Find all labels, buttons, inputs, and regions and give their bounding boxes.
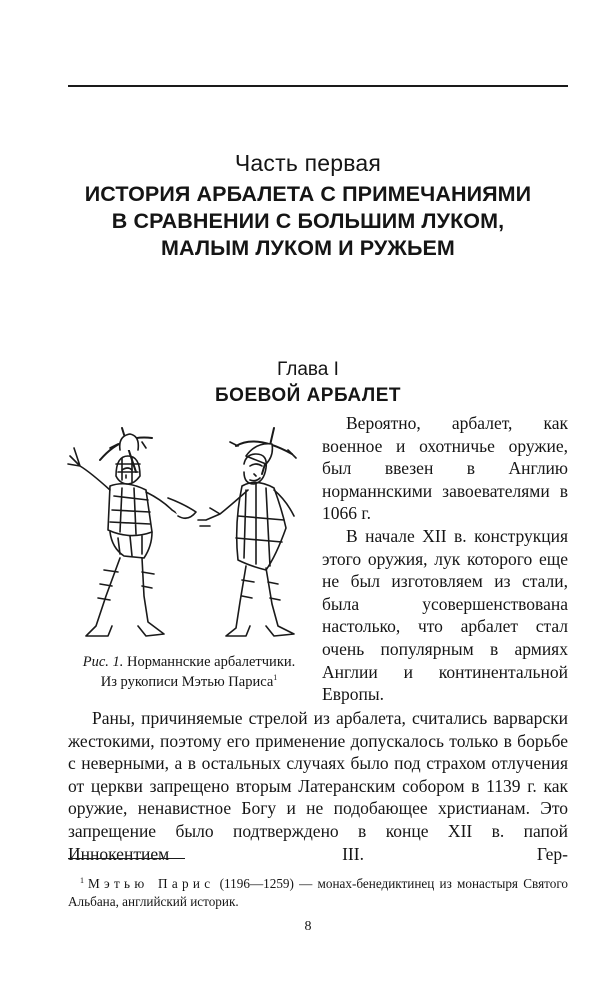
top-rule: [68, 85, 568, 87]
book-title: [40, 181, 576, 262]
caption-figure-label: Рис. 1.: [82, 654, 124, 670]
footnote: [68, 872, 568, 911]
footnote-rule: [68, 858, 185, 859]
side-text-column: [322, 412, 568, 706]
chapter-label: Глава I: [277, 359, 339, 380]
caption-text: Норманнские арбалетчики.: [127, 654, 296, 670]
book-title-line: В СРАВНЕНИИ С БОЛЬШИМ ЛУКОМ,: [111, 209, 505, 233]
crossbowmen-illustration: [60, 420, 318, 648]
right-crossbowman: [198, 428, 296, 636]
paragraph: Раны, причиняемые стрелой из арбалета, считались варварски жестокими, поэтому его применение допускалось только в борьбе с неверными, а в остальных случаях было под страхом отлучения от церкви запрещено вторым Латеранским собором в 1139 г. как оружие, ненавистное Богу и не подобающее христианам. Это запрещение было подтверждено в конце XII в. папой Иннокентием III. Гер-: [68, 708, 568, 864]
part-title: Часть первая: [234, 150, 382, 176]
chapter-title: БОЕВОЙ АРБАЛЕТ: [215, 385, 401, 406]
footnote-name: Мэтью Парис: [88, 876, 215, 891]
figure-caption: [58, 652, 320, 692]
caption-line-2: Из рукописи Мэтью Париса$^1$: [100, 673, 278, 690]
paragraph: В начале XII в. конструкция этого оружия, лук которого еще не был изготовляем из стали, была усовершенствована настолько, что арбалет стал очень популярным в армиях Англии и континентальной Европы.: [322, 525, 568, 705]
caption-line: [58, 652, 320, 672]
book-title-line: ИСТОРИЯ АРБАЛЕТА С ПРИМЕЧАНИЯМИ: [84, 182, 532, 206]
main-text: [68, 707, 568, 865]
book-title-line: МАЛЫМ ЛУКОМ И РУЖЬЕМ: [161, 236, 455, 260]
footnote-text: (1196—1259) — монах-бенедиктинец из монастыря Святого Альбана, английский историк.: [68, 876, 568, 909]
caption-note-mark: 1: [273, 673, 278, 682]
footnote-mark: 1: [80, 876, 84, 885]
page-number: 8: [304, 919, 312, 934]
left-crossbowman: [68, 428, 196, 636]
paragraph: Вероятно, арбалет, как военное и охотничье оружие, был ввезен в Англию норманнскими завоевателями в 1066 г.: [322, 413, 568, 524]
